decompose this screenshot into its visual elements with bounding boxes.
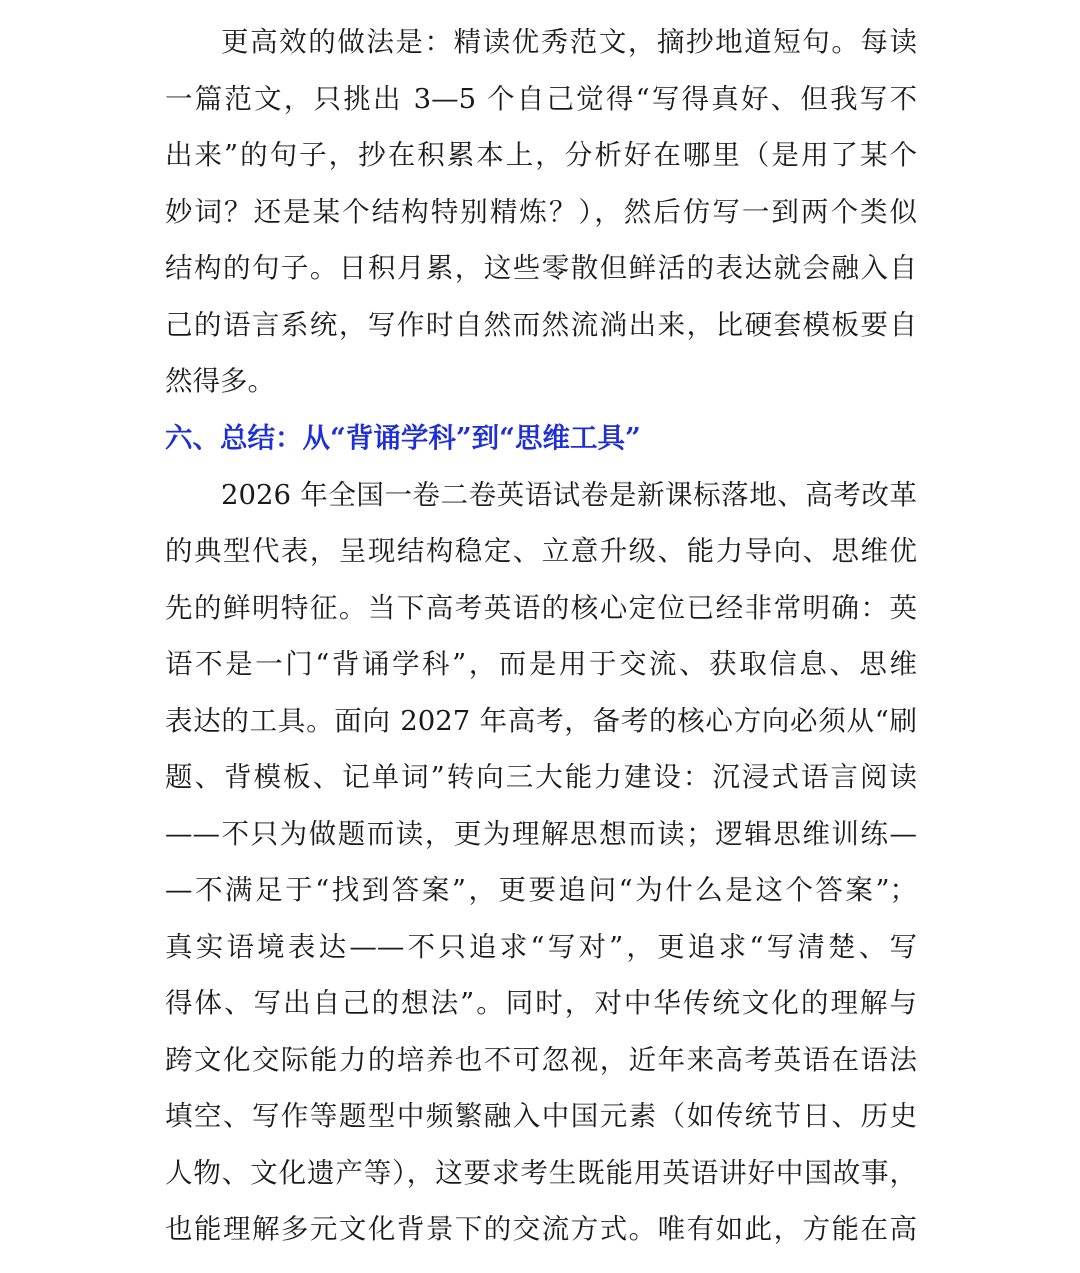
paragraph-2-line: 跨文化交际能力的培养也不可忽视，近年来高考英语在语法 bbox=[165, 1044, 917, 1076]
paragraph-1-line: 己的语言系统，写作时自然而然流淌出来，比硬套模板要自 bbox=[165, 309, 917, 341]
paragraph-2-line: 也能理解多元文化背景下的交流方式。唯有如此，方能在高 bbox=[165, 1213, 917, 1245]
paragraph-1-line: 妙词？还是某个结构特别精炼？），然后仿写一到两个类似 bbox=[165, 196, 917, 228]
paragraph-2-line: 的典型代表，呈现结构稳定、立意升级、能力导向、思维优 bbox=[165, 535, 917, 567]
paragraph-1-line: 然得多。 bbox=[165, 365, 275, 397]
paragraph-2-line: ——不只为做题而读，更为理解思想而读；逻辑思维训练— bbox=[165, 818, 917, 850]
paragraph-2-line: 得体、写出自己的想法”。同时，对中华传统文化的理解与 bbox=[165, 987, 917, 1019]
section-heading: 六、总结：从“背诵学科”到“思维工具” bbox=[165, 422, 641, 454]
paragraph-1-line: 出来”的句子，抄在积累本上，分析好在哪里（是用了某个 bbox=[165, 139, 917, 171]
paragraph-2-line: 题、背模板、记单词”转向三大能力建设：沉浸式语言阅读 bbox=[165, 761, 917, 793]
paragraph-2-line: 填空、写作等题型中频繁融入中国元素（如传统节日、历史 bbox=[165, 1100, 917, 1132]
paragraph-2-line: 人物、文化遗产等），这要求考生既能用英语讲好中国故事， bbox=[165, 1157, 917, 1189]
paragraph-2-line: 先的鲜明特征。当下高考英语的核心定位已经非常明确：英 bbox=[165, 592, 917, 624]
paragraph-1-line: 结构的句子。日积月累，这些零散但鲜活的表达就会融入自 bbox=[165, 252, 917, 284]
paragraph-2-line: 语不是一门“背诵学科”，而是用于交流、获取信息、思维 bbox=[165, 648, 917, 680]
paragraph-1-line: 一篇范文，只挑出 3—5 个自己觉得“写得真好、但我写不 bbox=[165, 83, 917, 115]
paragraph-2-line: 真实语境表达——不只追求“写对”，更追求“写清楚、写 bbox=[165, 931, 917, 963]
paragraph-2-line: 表达的工具。面向 2027 年高考，备考的核心方向必须从“刷 bbox=[165, 705, 917, 737]
paragraph-2-line: 2026 年全国一卷二卷英语试卷是新课标落地、高考改革 bbox=[221, 479, 917, 511]
paragraph-2-line: —不满足于“找到答案”，更要追问“为什么是这个答案”； bbox=[165, 874, 917, 906]
paragraph-1-line: 更高效的做法是：精读优秀范文，摘抄地道短句。每读 bbox=[221, 26, 917, 58]
